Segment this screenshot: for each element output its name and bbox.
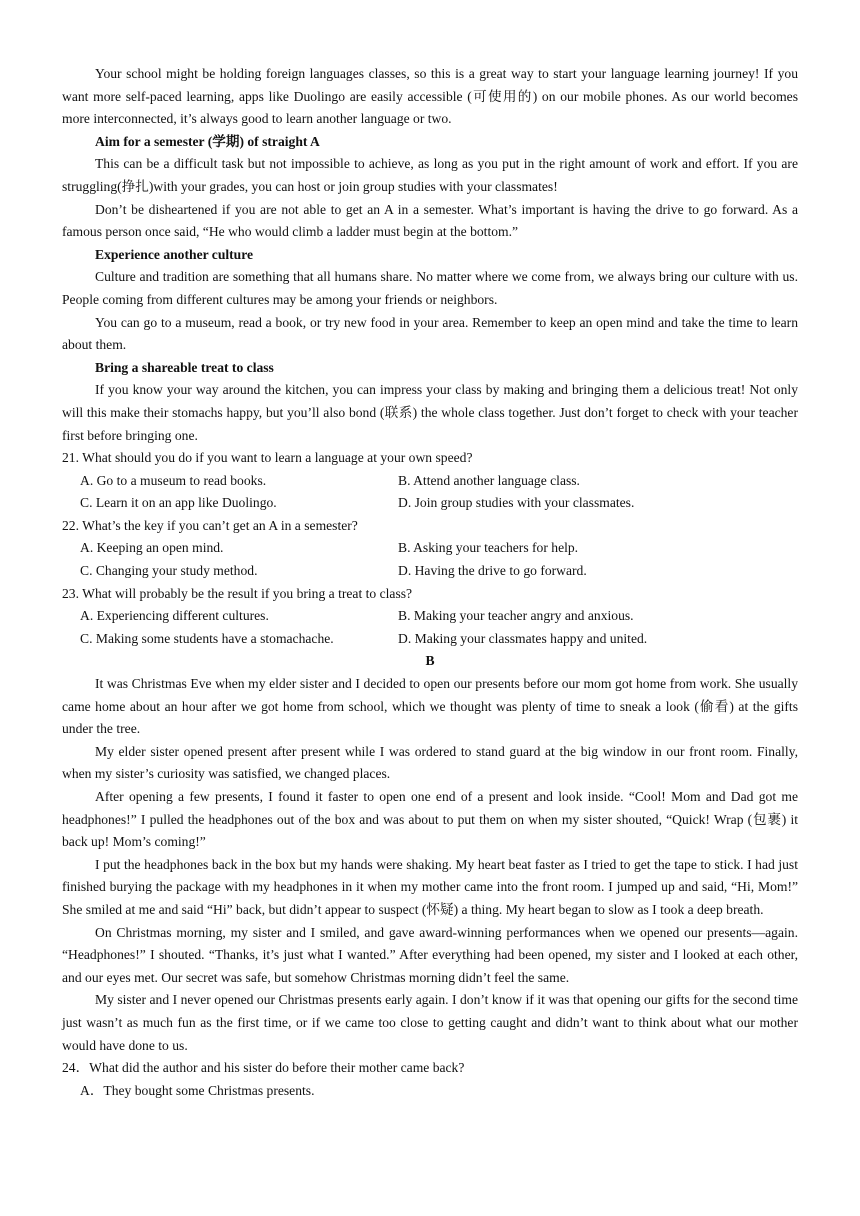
question-23 <box>62 583 798 651</box>
question-options <box>62 470 798 515</box>
option-d: D. Making your classmates happy and united. <box>398 630 648 646</box>
passage-b-paragraph-2: My elder sister opened present after present while I was ordered to stand guard at the big window in our front room. Finally, when my sister’s curiosity was satisfied, we changed places. <box>62 743 798 782</box>
option-a: A．They bought some Christmas presents. <box>80 1082 315 1098</box>
passage-b-paragraph-4: I put the headphones back in the box but my hands were shaking. My heart beat faster as I tried to get the tape to stick. I had just finished burying the package with my headphones in it when my mother came into the front room. I jumped up and said, “Hi, Mom!” She smiled at me and said “Hi” back, but didn’t appear to suspect (怀疑) a thing. My heart began to slow as I took a deep breath. <box>62 856 798 917</box>
question-options <box>62 537 798 582</box>
question-stem: 21. What should you do if you want to learn a language at your own speed? <box>62 450 473 466</box>
question-stem: 22. What’s the key if you can’t get an A in a semester? <box>62 517 358 533</box>
question-22 <box>62 515 798 583</box>
passage-b-paragraph-6: My sister and I never opened our Christmas presents early again. I don’t know if it was that opening our gifts for the second time just wasn’t as much fun as the first time, or if we came too close to getting caught and didn’t want to think about what our mother would have done to us. <box>62 992 798 1053</box>
option-d: D. Join group studies with your classmates. <box>398 495 635 511</box>
passage-a-paragraph-1: Your school might be holding foreign languages classes, so this is a great way to start your language learning journey! If you want more self-paced learning, apps like Duolingo are easily accessible (可使用的) on our mobile phones. As our world becomes more interconnected, it’s always good to learn another language or two. <box>62 66 798 127</box>
option-a: A. Experiencing different cultures. <box>80 608 269 624</box>
passage-a-paragraph-4: Culture and tradition are something that all humans share. No matter where we come from, we always bring our culture with us. People coming from different cultures may be among your friends or neighbors. <box>62 269 798 307</box>
passage-b-paragraph-3: After opening a few presents, I found it faster to open one end of a present and look inside. “Cool! Mom and Dad got me headphones!” I pulled the headphones out of the box and was about to put them on when my sister shouted, “Quick! Wrap (包裹) it back up! Mom’s coming!” <box>62 789 798 850</box>
exam-page <box>62 63 798 1102</box>
option-b: B. Making your teacher angry and anxious. <box>398 608 634 624</box>
option-d: D. Having the drive to go forward. <box>398 563 587 579</box>
option-c: C. Making some students have a stomachache. <box>80 630 334 646</box>
question-options <box>62 605 798 650</box>
passage-b-paragraph-1: It was Christmas Eve when my elder sister and I decided to open our presents before our mom got home from work. She usually came home about an hour after we got home from school, which we thought was plenty of time to sneak a look (偷看) at the gifts under the tree. <box>62 676 798 737</box>
passage-b-paragraph-5: On Christmas morning, my sister and I smiled, and gave award-winning performances when we opened our presents—again. “Headphones!” I shouted. “Thanks, it’s just what I wanted.” After everything had been opened, my sister and I looked at each other, and our eyes met. Our secret was safe, but somehow Christmas morning didn’t feel the same. <box>62 924 798 985</box>
option-a: A. Go to a museum to read books. <box>80 472 267 488</box>
option-a: A. Keeping an open mind. <box>80 540 224 556</box>
passage-a-heading-culture: Experience another culture <box>95 246 254 262</box>
option-b: B. Asking your teachers for help. <box>398 540 579 556</box>
option-b: B. Attend another language class. <box>398 472 580 488</box>
passage-b-label: B <box>425 653 435 669</box>
passage-a-heading-treat: Bring a shareable treat to class <box>95 359 274 375</box>
question-24 <box>62 1057 798 1102</box>
option-c: C. Changing your study method. <box>80 563 258 579</box>
question-stem: 23. What will probably be the result if you bring a treat to class? <box>62 585 413 601</box>
passage-a-paragraph-5: You can go to a museum, read a book, or try new food in your area. Remember to keep an open mind and take the time to learn about them. <box>62 314 798 353</box>
passage-a-paragraph-3: Don’t be disheartened if you are not able to get an A in a semester. What’s important is having the drive to go forward. As a famous person once said, “He who would climb a ladder must begin at the bottom.” <box>62 201 798 240</box>
option-c: C. Learn it on an app like Duolingo. <box>80 495 277 511</box>
question-21 <box>62 447 798 515</box>
passage-a-heading-semester: Aim for a semester (学期) of straight A <box>95 133 320 149</box>
question-stem: 24．What did the author and his sister do before their mother came back? <box>62 1060 465 1076</box>
passage-a-paragraph-6: If you know your way around the kitchen, you can impress your class by making and bringing them a delicious treat! Not only will this make their stomachs happy, but you’ll also bond (联系) the whole class together. Just don’t forget to check with your teacher first before bringing one. <box>62 382 798 443</box>
passage-a-paragraph-2: This can be a difficult task but not impossible to achieve, as long as you put in the right amount of work and effort. If you are struggling(挣扎)with your grades, you can host or join group studies with your classmates! <box>62 156 798 194</box>
